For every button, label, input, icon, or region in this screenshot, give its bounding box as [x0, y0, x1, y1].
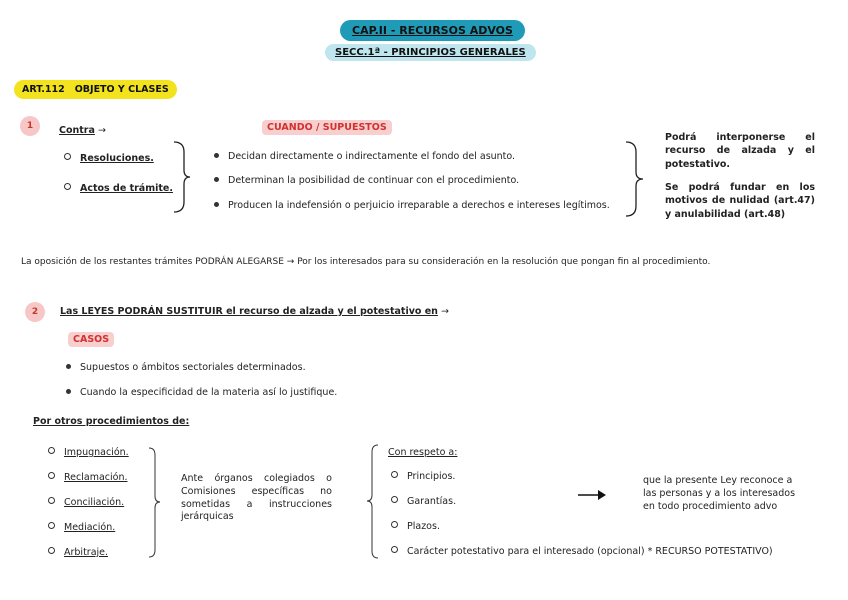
left-brace-respeto — [366, 444, 380, 560]
organos-text: Ante órganos colegiados o Comisiones específicas no sometidas a instrucciones jerárquicas — [181, 473, 332, 523]
respeto-item-garantias: Garantías. — [391, 496, 456, 507]
right-text-interponerse: Podrá interponerse el recurso de alzada y el potestativo. — [665, 132, 815, 170]
contra-label — [59, 125, 106, 136]
casos-label: CASOS — [68, 332, 114, 347]
article-badge — [14, 80, 177, 99]
contra-item-resoluciones: Resoluciones. — [64, 153, 154, 164]
cuando-supuestos-label: CUANDO / SUPUESTOS — [262, 120, 392, 135]
left-brace-1 — [172, 140, 192, 215]
section-1-number: 1 — [20, 116, 40, 136]
respeto-item-plazos: Plazos. — [391, 521, 440, 532]
supuesto-item-2: Determinan la posibilidad de continuar con el procedimiento. — [214, 175, 519, 186]
supuesto-item-1: Decidan directamente o indirectamente el fondo del asunto. — [214, 151, 515, 162]
arrow-right-icon — [578, 488, 608, 502]
section-2-heading — [60, 306, 449, 317]
procedimiento-arbitraje: Arbitraje. — [48, 547, 108, 558]
right-brace-procedimientos — [148, 447, 162, 559]
procedimiento-impugnacion: Impugnación. — [48, 447, 129, 458]
right-text-fundar: Se podrá fundar en los motivos de nulidad (art.47) y anulabilidad (art.48) — [665, 182, 815, 220]
contra-text: Contra — [59, 125, 95, 136]
respeto-item-principios: Principios. — [391, 471, 455, 482]
caso-item-2: Cuando la especificidad de la materia así lo justifique. — [66, 387, 337, 398]
contra-item-actos: Actos de trámite. — [64, 183, 173, 194]
section-2-arrow: → — [440, 306, 449, 317]
procedimiento-mediacion: Mediación. — [48, 522, 115, 533]
procedimiento-conciliacion: Conciliación. — [48, 497, 124, 508]
section-subtitle: SECC.1ª - PRINCIPIOS GENERALES — [325, 44, 536, 61]
supuesto-item-3: Producen la indefensión o perjuicio irreparable a derechos e intereses legítimos. — [214, 200, 610, 211]
section-2-number: 2 — [25, 302, 45, 322]
respeto-item-caracter: Carácter potestativo para el interesado (opcional) * RECURSO POTESTATIVO) — [391, 546, 773, 557]
ley-reconoce-text: que la presente Ley reconoce a las personas y a los interesados en todo procedimiento advo — [643, 475, 796, 512]
article-number: ART.112 — [22, 84, 65, 95]
caso-item-1: Supuestos o ámbitos sectoriales determinados. — [66, 362, 306, 373]
oposicion-text: La oposición de los restantes trámites PODRÁN ALEGARSE → Por los interesados para su consideración en la resolución que pongan fin al procedimiento. — [21, 257, 711, 267]
otros-procedimientos-label: Por otros procedimientos de: — [33, 416, 190, 427]
right-brace-1 — [624, 140, 646, 218]
contra-arrow: → — [97, 125, 106, 136]
procedimiento-reclamacion: Reclamación. — [48, 472, 128, 483]
respeto-label: Con respeto a: — [388, 447, 458, 458]
section-2-heading-text: Las LEYES PODRÁN SUSTITUIR el recurso de alzada y el potestativo en — [60, 306, 438, 317]
chapter-title: CAP.II - RECURSOS ADVOS — [340, 20, 525, 41]
article-name: OBJETO Y CLASES — [74, 84, 169, 95]
